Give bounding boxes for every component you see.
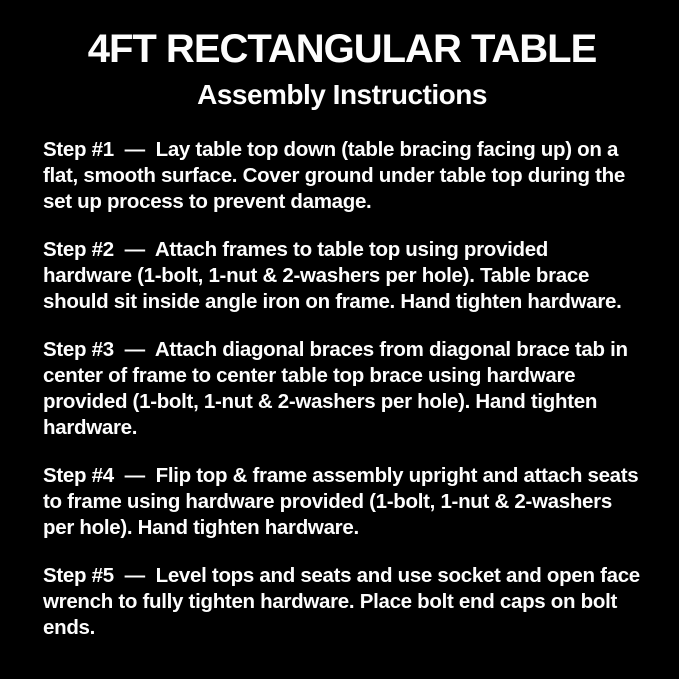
step-2-text: Step #2 — Attach frames to table top using provided hardware (1-bolt, 1-nut & 2-washers per hole). Table brace should sit inside angle iron on frame. Hand tighten hardware.: [43, 237, 622, 313]
step-5-text: Step #5 — Level tops and seats and use socket and open face wrench to fully tighten hardware. Place bolt end caps on bolt ends.: [43, 563, 646, 639]
step-1-text: Step #1 — Lay table top down (table bracing facing up) on a flat, smooth surface. Cover ground under table top during the set up process to prevent damage.: [43, 137, 631, 213]
steps-list: [43, 137, 646, 641]
step-4-text: Step #4 — Flip top & frame assembly upright and attach seats to frame using hardware provided (1-bolt, 1-nut & 2-washers per hole). Hand tighten hardware.: [43, 463, 644, 539]
page-title: 4FT RECTANGULAR TABLE: [87, 27, 597, 71]
page-subtitle: Assembly Instructions: [197, 79, 487, 110]
step-3-text: Step #3 — Attach diagonal braces from diagonal brace tab in center of frame to center table top brace using hardware provided (1-bolt, 1-nut & 2-washers per hole). Hand tighten hardware.: [43, 337, 634, 439]
